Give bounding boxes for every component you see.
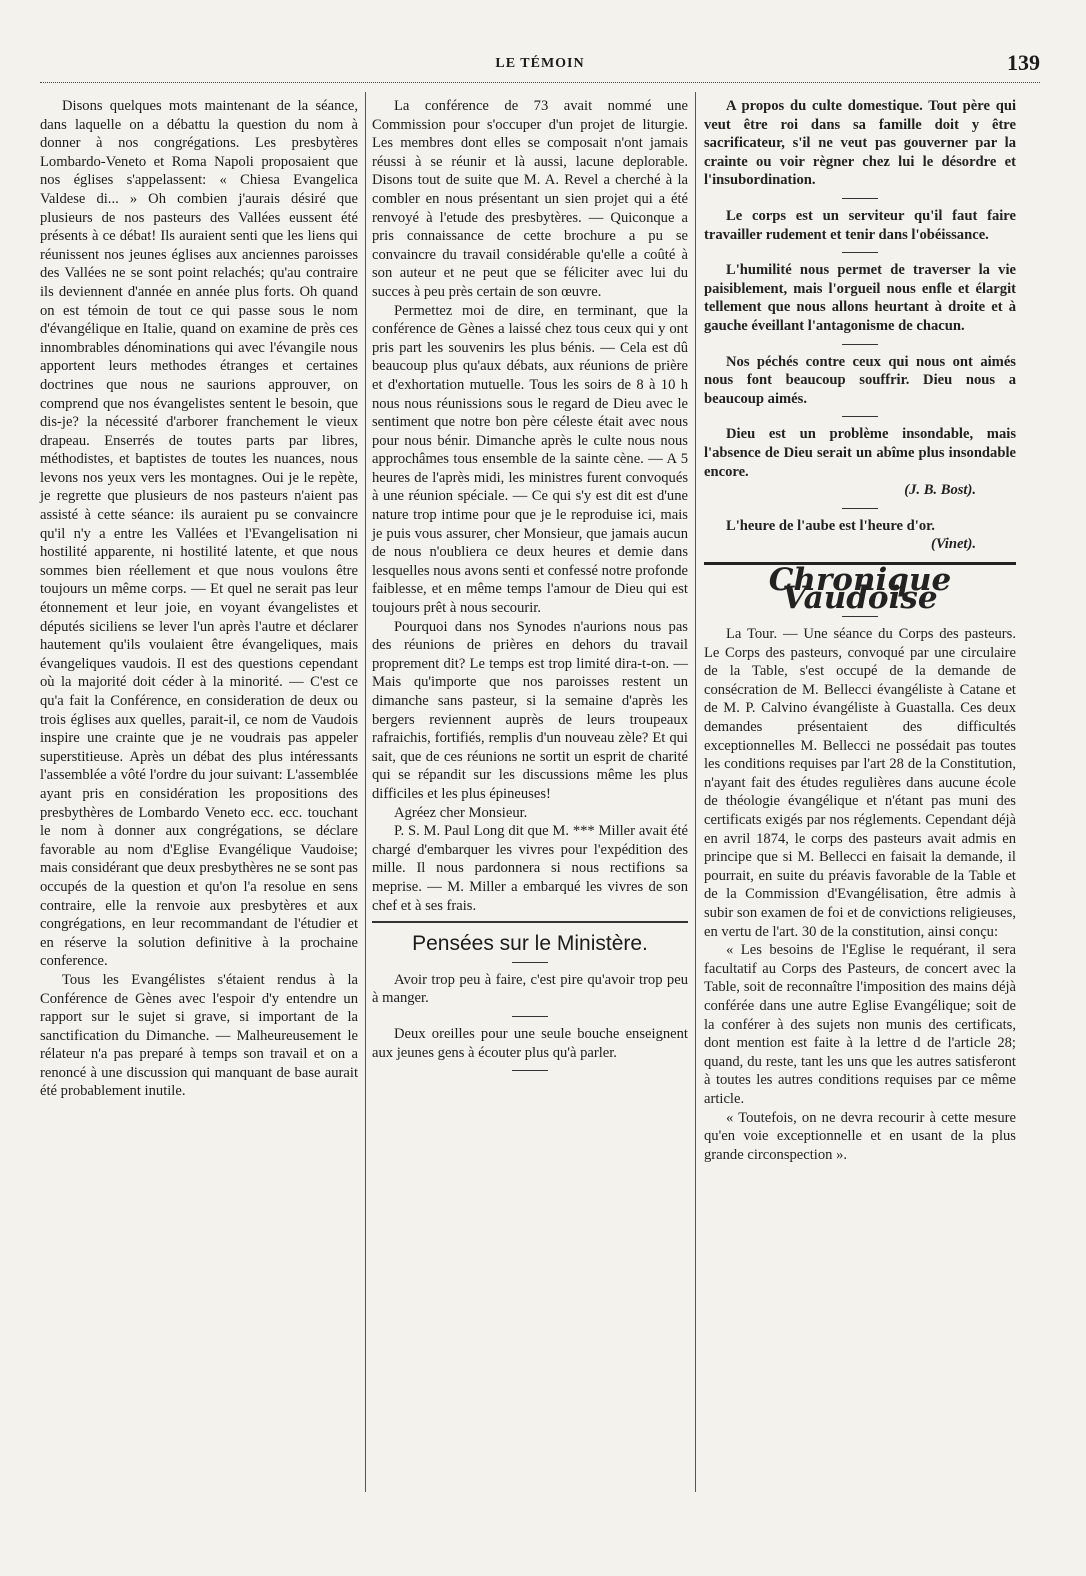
short-divider bbox=[842, 344, 878, 345]
pensee: Avoir trop peu à faire, c'est pire qu'avoir trop peu à manger. bbox=[372, 971, 688, 1007]
column-middle bbox=[372, 97, 688, 1079]
short-divider bbox=[512, 1070, 548, 1071]
maxim: Dieu est un problème insondable, mais l'absence de Dieu serait un abîme plus insondable encore. bbox=[704, 426, 1016, 480]
maxim: Nos péchés contre ceux qui nous ont aimés nous font beaucoup souffrir. Dieu nous a beaucoup aimés. bbox=[704, 353, 1016, 407]
section-divider bbox=[372, 921, 688, 923]
article-paragraph: Tous les Evangélistes s'étaient rendus à la Conférence de Gènes avec l'espoir d'y entendre un rapport sur le sujet si grave, si important de la sanctification du Dimanche. — Malheureusement le rélateur n'a pas preparé à temps son travail et on a renoncé à une discussion qui manquant de base aurait été probablement inutile. bbox=[40, 971, 358, 1100]
short-divider bbox=[842, 416, 878, 417]
short-divider bbox=[842, 198, 878, 199]
newspaper-title: LE TÉMOIN bbox=[495, 56, 585, 71]
short-divider bbox=[512, 1016, 548, 1017]
signature: (J. B. Bost). bbox=[904, 482, 976, 499]
article-paragraph: La Tour. — Une séance du Corps des pasteurs. Le Corps des pasteurs, convoqué par une circulaire de la Table, s'est occupé de la demande de consécration de M. Bellecci évangéliste à Catane et de M. P. Calvino évangéliste à Guastalla. Ces deux demandes présentaient des difficultés exceptionnelles M. Bellecci ne possédait pas toutes les conditions requises par l'art 28 de la Constitution, n'ayant fait des études regulières dans aucune école de théologie évangélique et n'étant pas muni des certificats exigés par nos réglements. Cependant déjà en avril 1874, le corps des pasteurs avait admis en principe que si M. Bellecci en faisait la demande, il pourrait, en suite du préavis favorable de la Table et de la Commission d'Evangélisation, être admis à subir son examen de foi et de convictions religieuses, en vertu de l'art. 30 de la constitution, ainsi conçu: bbox=[704, 626, 1016, 940]
maxim: A propos du culte domestique. Tout père qui veut être roi dans sa famille doit y être sacrificateur, s'il ne veut pas gouverner par la crainte ou voir règner chez lui le désordre et l'insubordination. bbox=[704, 98, 1016, 189]
page-number: 139 bbox=[1007, 50, 1040, 75]
section-title-pensees: Pensées sur le Ministère. bbox=[412, 932, 648, 956]
maxim: L'humilité nous permet de traverser la vie paisiblement, mais l'orgueil nous enfle et élargit tellement que nous allons heurtant à droite et à gauche éveillant l'antagonisme de chacun. bbox=[704, 262, 1016, 334]
page-header bbox=[40, 50, 1040, 76]
short-divider bbox=[842, 508, 878, 509]
short-divider bbox=[842, 616, 878, 617]
short-divider bbox=[512, 962, 548, 963]
column-divider bbox=[695, 92, 696, 1492]
article-paragraph: La conférence de 73 avait nommé une Commission pour s'occuper d'un projet de liturgie. Les membres dont elles se composait n'ont jamais réussi à se réunir et là aussi, lacune deplorable. Disons tout de suite que M. A. Revel a cherché à la combler en nous présentant un sien projet qui a été renvoyé à l'etude des presbytères. — Quiconque a pris connaissance de cette brochure a pu se convaincre du travail considérable qu'elle a coûté à son auteur et ne peut que se féliciter avec lui du succes à peu près certain de son œuvre. bbox=[372, 98, 688, 300]
article-paragraph: Pourquoi dans nos Synodes n'aurions nous pas des réunions de prières en dehors du travail proprement dit? Le temps est trop limité dira-t-on. — Mais qu'importe que nos paroisses restent un dimanche sans pasteur, si la semaine d'après les bergers reviennent auprès de leurs troupeaux rafraichis, fortifiés, remplis d'un nouveau zèle? Et qui sait, que de ces réunions ne sortit un esprit de charité qui se répandit sur les discussions même les plus difficiles et les plus épineuses! bbox=[372, 618, 688, 802]
section-title-chronique: Chronique Vaudoise bbox=[768, 561, 952, 617]
signature: (Vinet). bbox=[931, 536, 976, 553]
article-paragraph: « Toutefois, on ne devra recourir à cette mesure qu'en voie exceptionnelle et en usant de la plus grande circonspection ». bbox=[704, 1109, 1016, 1163]
pensee: Deux oreilles pour une seule bouche enseignent aux jeunes gens à écouter plus qu'à parler. bbox=[372, 1025, 688, 1061]
header-divider bbox=[40, 82, 1040, 83]
article-paragraph: Agréez cher Monsieur. bbox=[394, 804, 528, 821]
column-right bbox=[704, 97, 1016, 1164]
article-paragraph: « Les besoins de l'Eglise le requérant, il sera facultatif au Corps des Pasteurs, de concert avec la Table, soit de reconnaître l'imposition des mains déjà conférée dans une autre Eglise Evangélique; soit de la conférer à des sujets non munis des certificats, dont mention est faite à la lettre d de l'article 28; quand, du reste, tant les uns que les autres satisferont à toutes les autres conditions requises par ce même article. bbox=[704, 942, 1016, 1107]
short-divider bbox=[842, 252, 878, 253]
column-divider bbox=[365, 92, 366, 1492]
postscript: P. S. M. Paul Long dit que M. *** Miller avait été chargé d'embarquer les vivres pour l'expédition des mille. Il nous pardonnera si nous rectifions sa meprise. — M. Miller a embarqué les vivres de son chef et à ses frais. bbox=[372, 823, 688, 914]
article-paragraph: Disons quelques mots maintenant de la séance, dans laquelle on a débattu la question du nom à donner à nos congrégations. Les presbytères Lombardo-Veneto et Roma Napoli proposaient que nos églises s'appelassent: « Chiesa Evangelica Valdese di... » Oh combien j'aurais désiré que plusieurs de nos pasteurs des Vallées eussent été présents à ce débat! Ils auraient senti que les liens qui réunissent nos jeunes églises aux anciennes paroisses des Vallées ne se sont point relachés; qu'au contraire ils deviennent d'année en année plus forts. Oh quand on est témoin de tout ce qui passe sous le nom d'évangélique en Italie, quand on examine de près ces innombrables dénominations qui avec l'évangile nous apportent leurs methodes étranges et certaines doctrines que nous ne saurions approuver, on comprend que nos évangelistes sentent le besoin, que dis-je? la nécessité d'arborer franchement le vieux drapeau. Enserrés de toutes parts par libres, méthodistes, et baptistes de toutes les nuances, nous levons nos yeux vers les montagnes. Oui je le repète, je regrette que plusieurs de nos pasteurs n'aient pas assisté à cette séance: ils auraient pu se convaincre qu'il n'y a entre les Vallées et l'Evangelisation ni hostilité apparente, ni hostilité latente, et que nous sommes bien réellement et que nous voulons être toujours un même corps. — Et quel ne serait pas leur étonnement et leur joie, en voyant évangelistes et députés siciliens se lever l'un après l'autre et déclarer hautement qu'ils voulaient être évangeliques, mais évangeliques vaudois. Il est des questions cependant où la majorité doit céder à la minorité. — C'est ce qu'a fait la Conférence, en consideration de deux ou trois églises aux quelles, parait-il, ce nom de Vaudois inspire une crainte que je ne voudrais pas appeler superstitieuse. Après un débat des plus intéressants l'assemblée a vôté l'ordre du jour suivant: L'assemblée ayant pris en considération les propositions des presbythères de Lombardo Veneto ecc. ecc. touchant le nom à donner aux congrégations, se déclare favorable au nom d'Eglise Evangélique Vaudoise; mais considérant que deux presbythères ne se sont pas occupés de la question et qu'on l'a resolue en sens contraire, elle la renvoie aux presbytères et aux congrégations, en leur recommandant de l'étudier et en réserve la solution definitive à la prochaine conference. bbox=[40, 98, 358, 970]
maxim: L'heure de l'aube est l'heure d'or. bbox=[726, 517, 935, 534]
article-paragraph: Permettez moi de dire, en terminant, que la conférence de Gènes a laissé chez tous ceux qui y ont pris part les souvenirs les plus bénis. — Cela est dû beaucoup plus qu'aux débats, aux réunions de prière et d'exhortation mutuelle. Tous les soirs de 8 à 10 h nous nous réunissions sous le regard de Dieu avec le sentiment que notre bon père céleste était avec nous pour nous bénir. Dimanche après le culte nous nous approchâmes tous ensemble de la sainte cène. — A 5 heures de l'après midi, les ministres furent convoqués à une réunion spéciale. — Ce qui s'y est dit est d'une nature trop intime pour que je le reproduise ici, mais je puis vous assurer, cher Monsieur, que jamais aucun de nous n'oubliera ce deux heures et demie dans lesquelles nous avons senti et confessé notre profonde faiblesse, et en même temps l'amour de Dieu qui est toujours prêt à nous secourir. bbox=[372, 302, 688, 617]
maxim: Le corps est un serviteur qu'il faut faire travailler rudement et tenir dans l'obéissance. bbox=[704, 207, 1016, 243]
column-left bbox=[40, 97, 358, 1101]
